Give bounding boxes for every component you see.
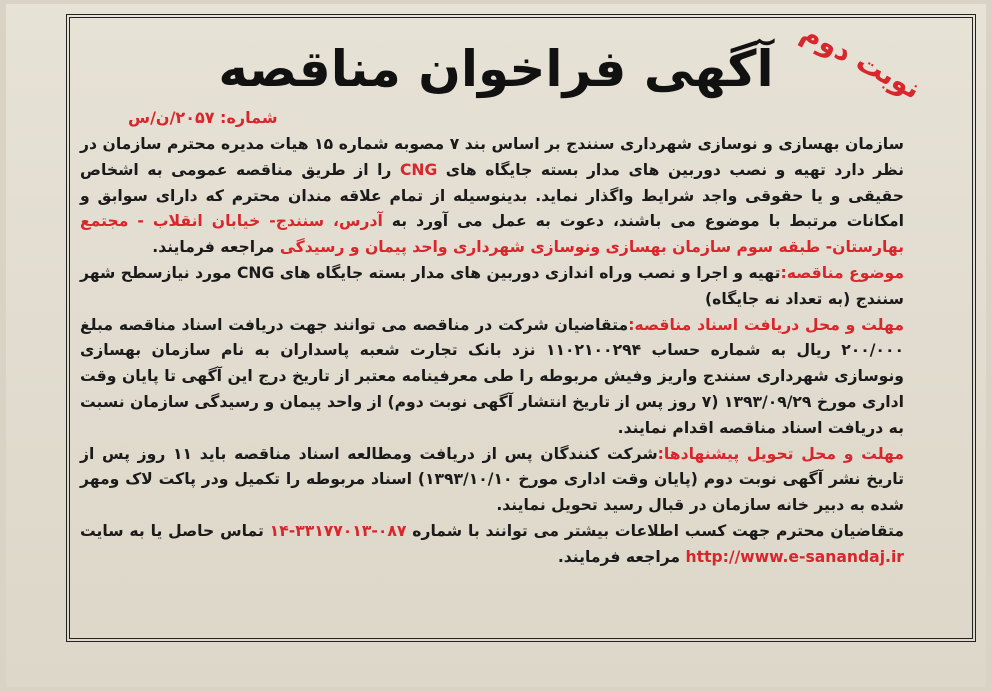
proposals-text: شرکت کنندگان پس از دریافت ومطالعه اسناد مناقصه باید ۱۱ روز پس از تاریخ نشر آگهی نوبت دوم (پایان وقت اداری مورخ ۱۳۹۳/۱۰/۱۰) اسناد مربوطه را تکمیل ودر پاکت لاک ومهر شده به دبیر خانه سازمان در قبال رسید تحویل نمایند. <box>80 444 904 515</box>
contact-text: متقاضیان محترم جهت کسب اطلاعات بیشتر می توانند با شماره <box>406 521 904 540</box>
subject-paragraph <box>80 261 904 313</box>
intro-text-3: مراجعه فرمایند. <box>152 238 280 257</box>
documents-paragraph <box>80 313 904 442</box>
newspaper-clipping <box>6 4 986 687</box>
documents-text: متقاضیان شرکت در مناقصه می توانند جهت دریافت اسناد مناقصه مبلغ ۲۰۰/۰۰۰ ریال به شماره حساب ۱۱۰۲۱۰۰۲۹۴ نزد بانک تجارت شعبه پاسداران به نام سازمان بهسازی ونوسازی شهرداری سنندج واریز وفیش مربوطه را طی معرفینامه معتبر از تاریخ درج این آگهی تا پایان وقت اداری مورخ ۱۳۹۳/۰۹/۲۹ (۷ روز پس از تاریخ انتشار آگهی نوبت دوم) از واحد پیمان و رسیدگی سازمان نسبت به دریافت اسناد مناقصه اقدام نمایند. <box>80 315 904 437</box>
contact-text-2: تماس حاصل یا به سایت <box>80 521 270 540</box>
subject-text: تهیه و اجرا و نصب وراه اندازی دوربین های مدار بسته جایگاه های <box>274 263 781 282</box>
subject-label: موضوع مناقصه: <box>780 263 904 282</box>
page-title: آگهی فراخوان مناقصه <box>218 40 774 98</box>
ad-number: شماره: ۲۰۵۷/ن/س <box>128 108 278 127</box>
intro-text-2: را از طریق مناقصه عمومی به اشخاص حقیقی و یا حقوقی واجد شرایط واگذار نماید. بدینوسیله از تمام علاقه مندان محترم که دارای سوابق و امکانات مرتبط با موضوع می باشند، دعوت به عمل می آورد به <box>80 160 904 231</box>
ad-body <box>80 132 904 571</box>
cng-highlight: CNG <box>399 160 438 179</box>
website-link[interactable]: http://www.e-sanandaj.ir <box>685 547 904 566</box>
subject-cng: CNG <box>236 263 275 282</box>
contact-text-3: مراجعه فرمایند. <box>557 547 686 566</box>
proposals-paragraph <box>80 442 904 519</box>
documents-label: مهلت و محل دریافت اسناد مناقصه: <box>628 315 904 334</box>
contact-paragraph <box>80 519 904 571</box>
subject-text-2: مورد نیازسطح شهر سنندج (به تعداد نه جایگاه) <box>80 263 904 308</box>
proposals-label: مهلت و محل تحویل پیشنهادها: <box>657 444 905 463</box>
intro-text: سازمان بهسازی و نوسازی شهرداری سنندج بر اساس بند ۷ مصوبه شماره ۱۵ هیات مدیره محترم سازمان در نظر دارد تهیه و نصب دوربین های مدار بسته جایگاه های <box>80 135 905 179</box>
phone-number: ۰۸۷-۳۳۱۷۷۰۱۳-۱۴ <box>269 521 407 540</box>
round-badge: نوبت دوم <box>795 15 927 106</box>
address-text: آدرس، سنندج- خیابان انقلاب - مجتمع بهارستان- طبقه سوم سازمان بهسازی ونوسازی شهرداری واحد پیمان و رسیدگی <box>80 212 904 257</box>
intro-paragraph <box>80 132 904 261</box>
